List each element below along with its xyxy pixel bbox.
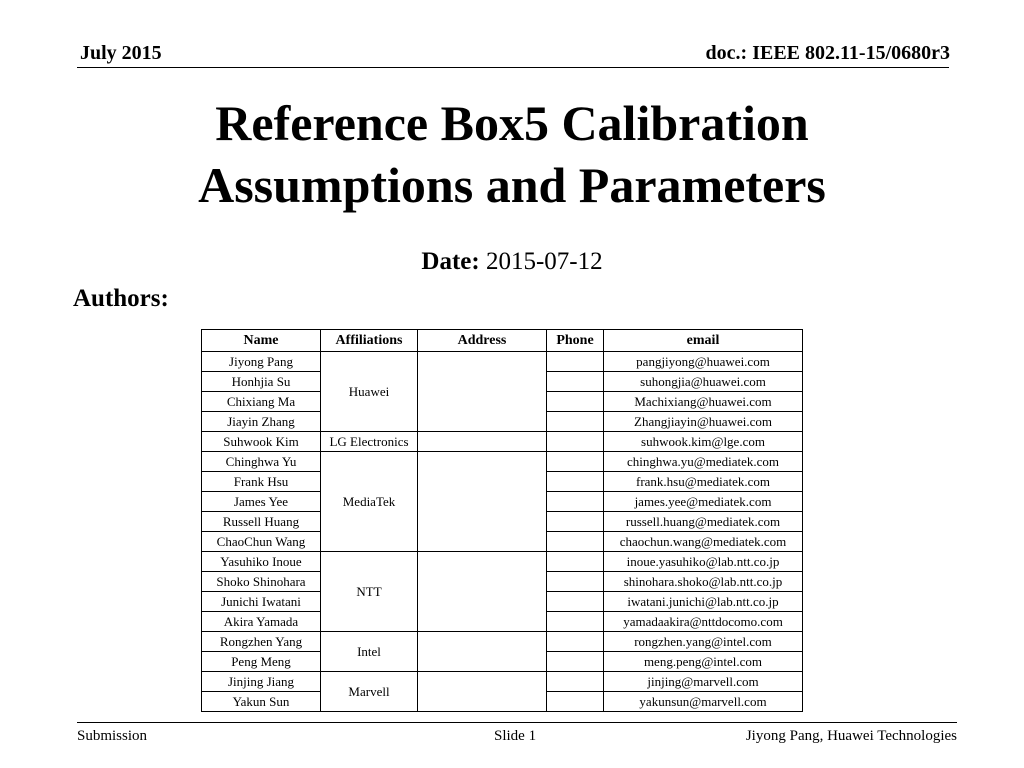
author-phone xyxy=(547,492,604,512)
author-address xyxy=(418,352,547,432)
author-email: jinjing@marvell.com xyxy=(604,672,803,692)
header-name: Name xyxy=(202,330,321,352)
table-row xyxy=(202,352,803,372)
author-address xyxy=(418,432,547,452)
table-row xyxy=(202,452,803,472)
author-phone xyxy=(547,432,604,452)
author-name: James Yee xyxy=(202,492,321,512)
author-name: Frank Hsu xyxy=(202,472,321,492)
author-phone xyxy=(547,592,604,612)
author-phone xyxy=(547,352,604,372)
author-affiliation: Intel xyxy=(321,632,418,672)
slide-title-line-2: Assumptions and Parameters xyxy=(198,157,826,213)
author-email: Machixiang@huawei.com xyxy=(604,392,803,412)
slide-title xyxy=(0,92,1024,216)
author-email: pangjiyong@huawei.com xyxy=(604,352,803,372)
author-affiliation: NTT xyxy=(321,552,418,632)
author-email: inoue.yasuhiko@lab.ntt.co.jp xyxy=(604,552,803,572)
author-email: frank.hsu@mediatek.com xyxy=(604,472,803,492)
date-label: Date: xyxy=(421,248,480,275)
author-name: Shoko Shinohara xyxy=(202,572,321,592)
author-phone xyxy=(547,372,604,392)
table-header-row xyxy=(202,330,803,352)
author-email: Zhangjiayin@huawei.com xyxy=(604,412,803,432)
author-affiliation: MediaTek xyxy=(321,452,418,552)
author-name: Junichi Iwatani xyxy=(202,592,321,612)
author-email: james.yee@mediatek.com xyxy=(604,492,803,512)
footer-submission: Submission xyxy=(77,728,148,744)
author-name: Chixiang Ma xyxy=(202,392,321,412)
author-phone xyxy=(547,532,604,552)
author-email: yakunsun@marvell.com xyxy=(604,692,803,712)
author-email: suhongjia@huawei.com xyxy=(604,372,803,392)
header-address: Address xyxy=(418,330,547,352)
authors-label: Authors: xyxy=(73,285,169,312)
header-phone: Phone xyxy=(547,330,604,352)
author-address xyxy=(418,672,547,712)
author-affiliation: Huawei xyxy=(321,352,418,432)
author-name: Yasuhiko Inoue xyxy=(202,552,321,572)
author-email: yamadaakira@nttdocomo.com xyxy=(604,612,803,632)
header-divider xyxy=(77,67,949,68)
author-phone xyxy=(547,572,604,592)
header-email: email xyxy=(604,330,803,352)
date-line xyxy=(0,248,1024,276)
author-phone xyxy=(547,612,604,632)
author-affiliation: Marvell xyxy=(321,672,418,712)
author-name: Yakun Sun xyxy=(202,692,321,712)
footer-divider xyxy=(77,722,957,723)
author-phone xyxy=(547,652,604,672)
author-email: suhwook.kim@lge.com xyxy=(604,432,803,452)
header-date: July 2015 xyxy=(80,42,162,64)
author-email: iwatani.junichi@lab.ntt.co.jp xyxy=(604,592,803,612)
date-value: 2015-07-12 xyxy=(485,248,603,275)
author-name: Suhwook Kim xyxy=(202,432,321,452)
author-name: Jiayin Zhang xyxy=(202,412,321,432)
author-phone xyxy=(547,552,604,572)
author-phone xyxy=(547,452,604,472)
author-name: Rongzhen Yang xyxy=(202,632,321,652)
author-name: Russell Huang xyxy=(202,512,321,532)
authors-table-body xyxy=(202,352,803,712)
slide-title-line-1: Reference Box5 Calibration xyxy=(215,95,809,151)
author-name: ChaoChun Wang xyxy=(202,532,321,552)
table-row xyxy=(202,632,803,652)
header-affiliations: Affiliations xyxy=(321,330,418,352)
author-phone xyxy=(547,472,604,492)
footer-author: Jiyong Pang, Huawei Technologies xyxy=(745,728,957,744)
author-name: Honhjia Su xyxy=(202,372,321,392)
authors-table xyxy=(201,329,803,712)
author-email: chinghwa.yu@mediatek.com xyxy=(604,452,803,472)
author-address xyxy=(418,552,547,632)
author-phone xyxy=(547,392,604,412)
author-name: Jiyong Pang xyxy=(202,352,321,372)
author-email: chaochun.wang@mediatek.com xyxy=(604,532,803,552)
author-name: Jinjing Jiang xyxy=(202,672,321,692)
author-name: Akira Yamada xyxy=(202,612,321,632)
author-phone xyxy=(547,512,604,532)
author-email: russell.huang@mediatek.com xyxy=(604,512,803,532)
author-phone xyxy=(547,412,604,432)
footer-slide-number: Slide 1 xyxy=(494,728,537,744)
author-affiliation: LG Electronics xyxy=(321,432,418,452)
author-email: rongzhen.yang@intel.com xyxy=(604,632,803,652)
header-doc-id: doc.: IEEE 802.11-15/0680r3 xyxy=(705,42,950,64)
author-email: shinohara.shoko@lab.ntt.co.jp xyxy=(604,572,803,592)
author-email: meng.peng@intel.com xyxy=(604,652,803,672)
author-phone xyxy=(547,632,604,652)
author-phone xyxy=(547,692,604,712)
author-address xyxy=(418,452,547,552)
table-row xyxy=(202,672,803,692)
author-name: Chinghwa Yu xyxy=(202,452,321,472)
table-row xyxy=(202,432,803,452)
author-name: Peng Meng xyxy=(202,652,321,672)
author-address xyxy=(418,632,547,672)
author-phone xyxy=(547,672,604,692)
table-row xyxy=(202,552,803,572)
